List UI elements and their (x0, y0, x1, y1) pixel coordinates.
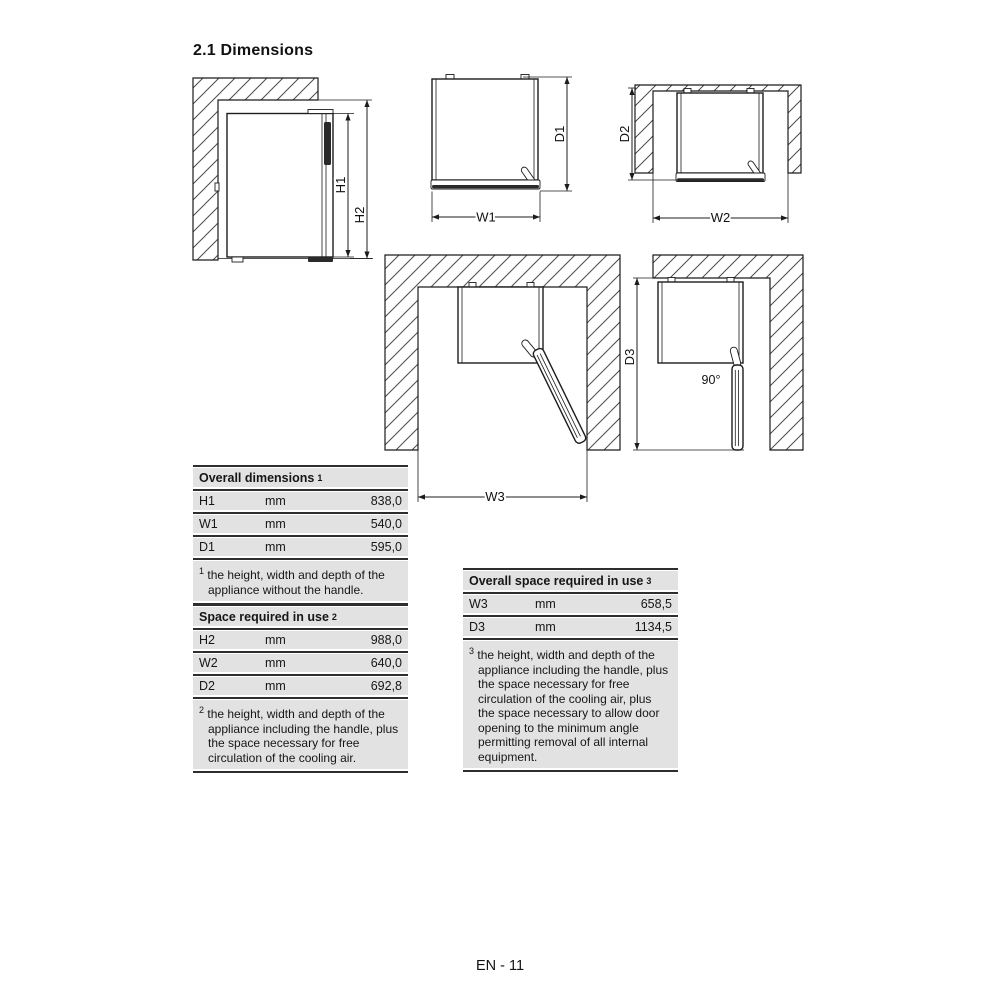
page-number: EN - 11 (475, 958, 525, 974)
dim-unit: mm (265, 633, 286, 647)
h1-label: H1 (333, 176, 348, 194)
space-required-table (193, 602, 408, 774)
dim-value: 540,0 (370, 517, 402, 531)
dimension-w3 (418, 451, 587, 505)
table-row (193, 654, 408, 672)
table-header (463, 571, 678, 590)
door-handle (324, 122, 331, 165)
table-header (193, 607, 408, 626)
d3-label: D3 (622, 348, 637, 366)
dimension-h2 (350, 100, 373, 259)
open-door-90 (732, 365, 743, 450)
dim-code: W1 (199, 517, 218, 531)
footnote-sup: 2 (199, 705, 205, 715)
top-view-diagram (425, 70, 585, 230)
door-open-view-diagram (385, 253, 620, 508)
dim-value: 988,0 (370, 633, 402, 647)
d1-label: D1 (552, 125, 567, 143)
niche-top-view-diagram (618, 75, 810, 230)
divider (463, 592, 678, 594)
dim-value: 640,0 (370, 656, 402, 670)
dim-code: D3 (469, 620, 485, 634)
table-row (193, 538, 408, 556)
table-row (193, 492, 408, 510)
table-row (463, 595, 678, 613)
appliance-foot (232, 257, 243, 262)
table-row (193, 515, 408, 533)
dim-value: 1134,5 (634, 620, 672, 634)
table-row (463, 618, 678, 636)
appliance-top-view (458, 283, 587, 445)
divider (193, 558, 408, 560)
appliance-top-view (676, 89, 765, 182)
divider (463, 638, 678, 640)
dim-unit: mm (265, 517, 286, 531)
divider (193, 489, 408, 491)
dimension-w1 (432, 192, 540, 225)
open-door (532, 347, 587, 444)
dim-unit: mm (265, 540, 286, 554)
dim-code: W2 (199, 656, 218, 670)
dim-code: H1 (199, 494, 215, 508)
w2-label: W2 (710, 210, 731, 225)
d2-label: D2 (617, 125, 632, 143)
angle-label: 90° (701, 373, 721, 387)
overall-dimensions-table (193, 463, 408, 606)
table-footnote (463, 641, 678, 768)
dim-unit: mm (265, 679, 286, 693)
appliance-side-view (215, 110, 333, 263)
divider (193, 771, 408, 773)
table-title: Overall space required in use (469, 573, 644, 588)
divider (463, 615, 678, 617)
table-row (193, 631, 408, 649)
dim-code: D1 (199, 540, 215, 554)
table-row (193, 677, 408, 695)
divider (193, 604, 408, 606)
divider (193, 535, 408, 537)
door-bottom-hinge (308, 257, 333, 262)
dim-code: W3 (469, 597, 488, 611)
appliance-top-view (431, 75, 540, 190)
dim-value: 658,5 (640, 597, 672, 611)
overall-space-table (463, 566, 678, 773)
page-title: 2.1 Dimensions (193, 42, 314, 59)
h2-label: H2 (352, 206, 367, 224)
divider (193, 697, 408, 699)
dim-value: 838,0 (370, 494, 402, 508)
dim-code: H2 (199, 633, 215, 647)
table-title-sup: 3 (646, 575, 652, 586)
dim-unit: mm (535, 597, 556, 611)
dim-unit: mm (265, 494, 286, 508)
dim-unit: mm (265, 656, 286, 670)
footnote-text: the height, width and depth of the appliance including the handle, plus the space necessary for free circulation of the cooling air. (207, 707, 399, 765)
table-footnote (193, 700, 408, 769)
divider (463, 568, 678, 570)
w1-label: W1 (476, 209, 496, 225)
dim-value: 692,8 (370, 679, 402, 693)
dim-code: D2 (199, 679, 215, 693)
table-title: Overall dimensions (199, 470, 315, 485)
door-open-90-view-diagram (618, 250, 813, 460)
divider (193, 674, 408, 676)
wall-latch (215, 183, 219, 191)
side-view-diagram (190, 75, 435, 275)
table-title: Space required in use (199, 609, 329, 624)
table-title-sup: 2 (331, 611, 337, 622)
footnote-sup: 1 (199, 566, 205, 576)
dim-unit: mm (535, 620, 556, 634)
footnote-text: the height, width and depth of the appliance including the handle, plus the space necessary for free circulation of the cooling air, plus the space necessary to allow door opening to the minimum angle permitting removal of all internal equipment. (477, 648, 669, 764)
footnote-sup: 3 (469, 646, 475, 656)
table-title-sup: 1 (317, 472, 323, 483)
divider (193, 651, 408, 653)
divider (193, 465, 408, 467)
w3-label: W3 (485, 489, 505, 504)
appliance-top-view (658, 278, 743, 451)
footnote-text: the height, width and depth of the appliance without the handle. (207, 568, 385, 597)
divider (193, 628, 408, 630)
dim-value: 595,0 (370, 540, 402, 554)
divider (193, 512, 408, 514)
divider (463, 770, 678, 772)
door-top-cap (308, 110, 333, 114)
table-footnote (193, 561, 408, 601)
dimension-h1 (333, 114, 354, 258)
table-header (193, 468, 408, 487)
